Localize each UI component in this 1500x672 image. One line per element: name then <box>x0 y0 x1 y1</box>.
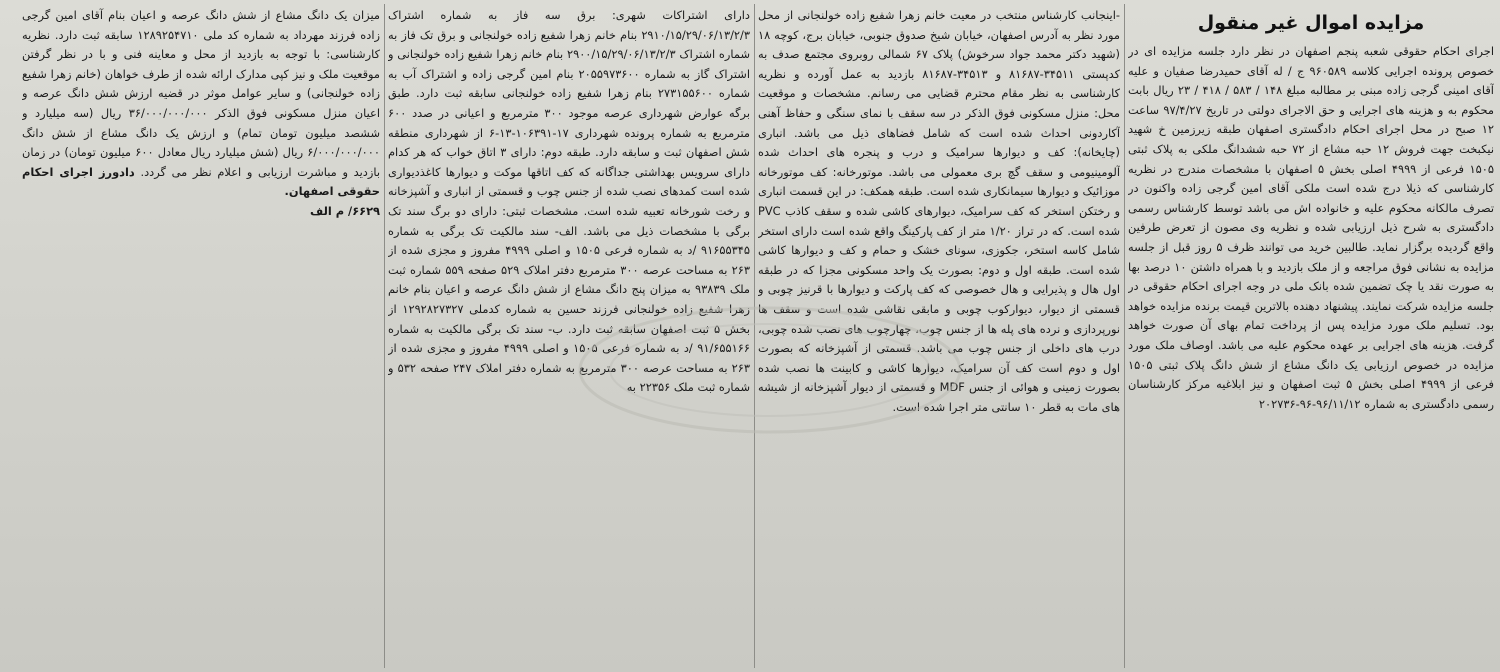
column-3-text: دارای اشتراکات شهری: برق سه فاز به شماره اشتراک ۲۹۱۰/۱۵/۲۹/۰۶/۱۳/۲/۳ بنام خانم زهرا شفیع زاده خولنجانی و برق تک فاز به شماره اشتراک ۲۹۰۰/۱۵/۲۹/۰۶/۱۳/۲/۳ بنام خانم زهرا شفیع زاده خولنجانی و اشتراک گاز به شماره ۲۰۵۵۹۷۳۶۰۰ بنام امین گرجی زاده و اشتراک آب به شماره ۲۷۳۱۵۵۶۰۰ بنام زهرا شفیع زاده خولنجانی سابقه ثبت دارد. طبق برگه عوارض شهرداری عرصه موجود ۳۰۰ مترمربع و اعیانی در صدد ۶۰۰ مترمربع به شماره پرونده شهرداری ۱۷-۱۰۶۳۹۱-۱۳-۶ از شهرداری منطقه شش اصفهان ثبت و سابقه دارد. طبقه دوم: دارای ۳ اتاق خواب که هر کدام دارای سرویس بهداشتی جداگانه که کف اتاقها موکت و دیوارها کاغذدیواری شده است کمدهای نصب شده از جنس چوب و قسمتی از انباری و آشپزخانه و رخت شورخانه تعبیه شده است. مشخصات ثبتی: دارای دو برگ سند تک برگی با مشخصات ذیل می باشد. الف- سند مالکیت تک برگی به شماره ۹۱۶۵۵۳۴۵ /د به شماره فرعی ۱۵۰۵ و اصلی ۴۹۹۹ مفروز و مجزی شده از ۲۶۳ به مساحت عرصه ۳۰۰ مترمربع دفتر املاک ۵۲۹ صفحه ۵۵۹ شماره ثبت ملک ۹۳۸۳۹ به میزان پنج دانگ مشاع از شش دانگ عرصه و اعیان بنام خانم زهرا شفیع زاده خولنجانی فرزند حسین به شماره کدملی ۱۲۹۲۸۲۷۳۲۷ از بخش ۵ ثبت اصفهان سابقه ثبت دارد. ب- سند تک برگی مالکیت به شماره ۹۱/۶۵۵۱۶۶ /د به شماره فرعی ۱۵۰۵ و اصلی ۴۹۹۹ مفروز و مجزی شده از ۲۶۳ به مساحت عرصه ۳۰۰ مترمربع به شماره دفتر املاک ۲۴۷ صفحه ۵۳۲ و شماره ثبت ملک ۲۲۳۵۶ به <box>388 8 750 395</box>
signature: دادورز اجرای احکام حقوقی اصفهان. <box>22 164 380 199</box>
notice-code: ۶۶۲۹/ م الف <box>310 203 380 218</box>
column-2-text: -اینجانب کارشناس منتخب در معیت خانم زهرا شفیع زاده خولنجانی از محل مورد نظر به آدرس اصفهان، خیابان شیخ صدوق جنوبی، خیابان برج، کوچه ۱۸ (شهید دکتر محمد جواد سرخوش) پلاک ۶۷ شمالی روبروی مجتمع صدف به کدپستی ۳۴۵۱۱-۸۱۶۸۷ و ۳۴۵۱۳-۸۱۶۸۷ بازدید به عمل آورده و نظریه کارشناسی به نظر مقام محترم قضایی می رسانم. مشخصات و موقعیت محل: منزل مسکونی فوق الذکر در سه سقف با نمای سنگی و حفاظ آهنی آکاردونی احداث شده است که شامل فضاهای ذیل می باشد. انباری (چایخانه): کف و دیوارها سرامیک و درب و پنجره های احداث شده آلومینیومی و سقف گچ بری معمولی می باشد. موتورخانه: کف موتورخانه موزائیک و دیوارها سیمانکاری شده است. طبقه همکف: در این قسمت انباری و رختکن استخر که کف سرامیک، دیوارهای کاشی شده و سقف کاذب PVC شده است. که در تراز ۱/۲۰ متر از کف پارکینگ واقع شده است دارای استخر شامل کاسه استخر، جکوزی، سونای خشک و حمام و کف و دیوارها کاشی شده است. طبقه اول و دوم: بصورت یک واحد مسکونی مجزا که در طبقه اول هال و پذیرایی و هال خصوصی که کف پارکت و دیوارها با قرنیز چوبی و قسمتی از دیوار، دیوارکوب چوبی و مابقی نقاشی شده است و سقف ها نورپردازی و نرده های پله ها از جنس چوب، چهارچوب های نصب شده چوبی، درب های داخلی از جنس چوب می باشد. قسمتی از آشپزخانه که بصورت اول و دوم است کف آن سرامیک، دیوارها کاشی و کابینت ها نصب شده بصورت زمینی و هوائی از جنس MDF و قسمتی از دیوار آشپزخانه از شیشه های مات به قطر ۱۰ سانتی متر اجرا شده است. <box>758 8 1120 414</box>
column-1 <box>1128 6 1494 670</box>
column-divider <box>384 4 385 668</box>
column-divider <box>754 4 755 668</box>
column-3 <box>388 6 750 670</box>
column-divider <box>1124 4 1125 668</box>
column-2 <box>758 6 1120 670</box>
notice-title: مزایده اموال غیر منقول <box>1197 12 1425 34</box>
column-4-text: میزان یک دانگ مشاع از شش دانگ عرصه و اعیان بنام آقای امین گرجی زاده فرزند مهرداد به شماره کد ملی ۱۲۸۹۲۵۴۷۱۰ سابقه ثبت دارد. نظریه کارشناسی: با توجه به بازدید از محل و معاینه فنی و با در نظر گرفتن موقعیت ملک و نیز کپی مدارک ارائه شده از طرف خواهان (خانم زهرا شفیع زاده خولنجانی) و سایر عوامل موثر در قضیه ارزش شش دانگ عرصه و اعیان منزل مسکونی فوق الذکر ۳۶/۰۰۰/۰۰۰/۰۰۰ ریال (سه میلیارد و ششصد میلیون تومان تمام) و ارزش یک دانگ مشاع از شش دانگ ۶/۰۰۰/۰۰۰/۰۰۰ ریال (شش میلیارد ریال معادل ۶۰۰ میلیون تومان) در زمان بازدید و مباشرت ارزیابی و اعلام نظر می گردد. <box>22 8 380 179</box>
column-1-text: اجرای احکام حقوقی شعبه پنجم اصفهان در نظر دارد جلسه مزایده ای در خصوص پرونده اجرایی کلاسه ۹۶۰۵۸۹ ج / له آقای حمیدرضا صفیان و علیه آقای امینی گرجی زاده مبنی بر مطالبه مبلغ ۱۴۸ / ۵۸۳ / ۴۱۸ / ۲۳ ریال بابت محکوم به و هزینه های اجرایی و حق الاجرای دولتی در تاریخ ۹۷/۴/۲۷ ساعت ۱۲ صبح در محل اجرای احکام دادگستری اصفهان طبقه زیرزمین خ شهید نیکبخت جهت فروش ۱۲ حبه مشاع از ۷۲ حبه ششدانگ ملکی به پلاک ثبتی ۱۵۰۵ فرعی از ۴۹۹۹ اصلی بخش ۵ اصفهان با مشخصات مندرج در نظریه کارشناسی که ذیلا درج شده است ملکی آقای امین گرجی زاده واکنون در تصرف مالکانه محکوم علیه و خانواده اش می باشد توسط کارشناس رسمی دادگستری به شرح ذیل ارزیابی شده و نظریه وی مصون از تعرض طرفین واقع گردیده برگزار نماید. طالبین خرید می توانند ظرف ۵ روز قبل از جلسه مزایده به نشانی فوق مراجعه و از ملک بازدید و با همراه داشتن ۱۰ درصد بها به صورت نقد یا چک تضمین شده بانک ملی در وجه اجرای احکام حقوقی در جلسه مزایده شرکت نمایند. پیشنهاد دهنده بالاترین قیمت برنده مزایده خواهد بود. تسلیم ملک مورد مزایده پس از پرداخت تمام بهای آن صورت خواهد گرفت. هزینه های اجرایی بر عهده محکوم علیه می باشد. اوصاف ملک مورد مزایده در خصوص ارزیابی یک دانگ مشاع از شش دانگ پلاک ثبتی ۱۵۰۵ فرعی از ۴۹۹۹ اصلی بخش ۵ ثبت اصفهان و نیز ابلاغیه مرکز کارشناسان رسمی دادگستری به شماره ۹۶/۱۱/۱۲-۹۶-۲۰۲۷۳۶ <box>1128 44 1494 411</box>
column-4 <box>22 6 380 366</box>
